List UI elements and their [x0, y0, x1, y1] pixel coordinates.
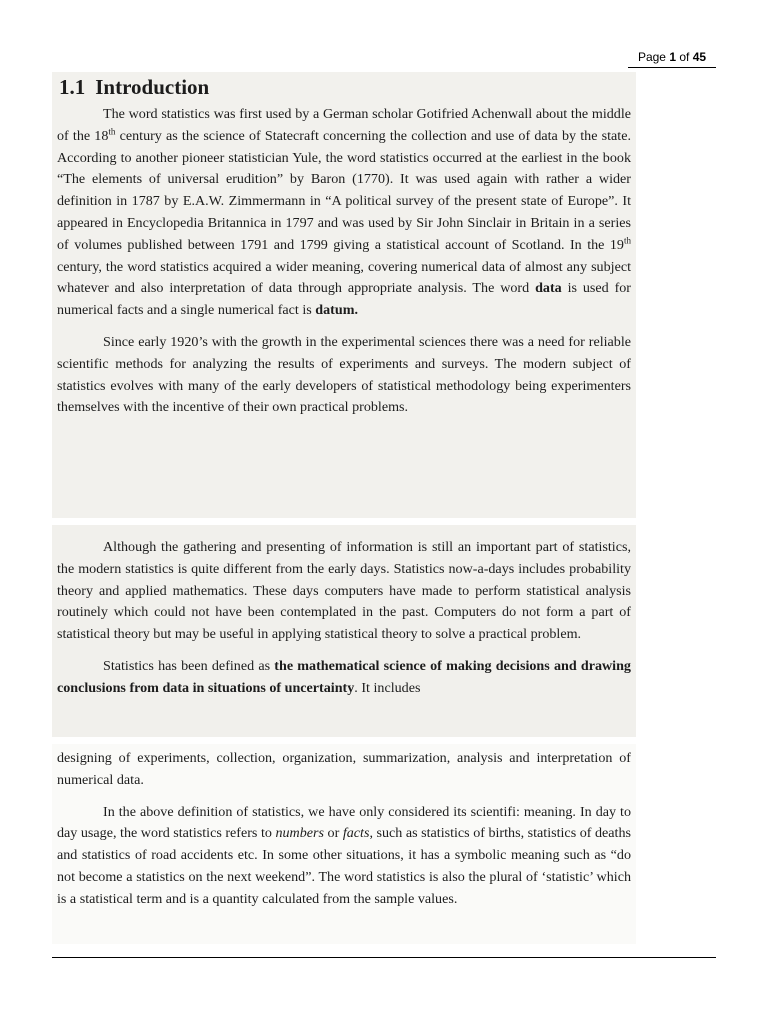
scanned-block-1 — [52, 72, 636, 518]
paragraph-definition — [57, 656, 631, 700]
bold-text: data — [535, 280, 562, 297]
page-current: 1 — [669, 50, 676, 64]
body-text: In the above definition of statistics, we have only considered its scientifi: meaning. In day to day usage, the word statistics refers to — [57, 803, 631, 842]
body-text: designing of experiments, collection, organization, summarization, analysis and interpretation of numerical data. — [57, 750, 631, 788]
page-total: 45 — [692, 50, 707, 64]
superscript-text: th — [623, 235, 631, 246]
paragraph-usage — [57, 802, 631, 911]
scanned-block-3 — [52, 744, 636, 944]
page-number-header — [628, 50, 716, 68]
bold-text: the mathematical science of making decisions and drawing conclusions from data in situations of uncertainty — [57, 657, 631, 696]
body-text: The word statistics was first used by a German scholar Gotifried Achenwall about the middle of the 18 — [57, 106, 631, 144]
paragraph-modern-statistics — [57, 537, 631, 646]
body-text: century as the science of Statecraft concerning the collection and use of data by the state. According to another pioneer statistician Yule, the word statistics occurred at the earliest in the book “The elements of universal erudition” by Baron (1770). It was used again with rather a wider definition in 1787 by E.A.W. Zimmermann in “A political survey of the present state of Europe”. It appeared in Encyclopedia Britannica in 1797 and was used by Sir John Sinclair in Britain in a series of volumes published between 1791 and 1799 giving a statistical account of Scotland. In the 19 — [57, 127, 631, 253]
body-text: or — [324, 825, 343, 842]
bold-text: datum. — [315, 302, 358, 319]
scanned-block-2 — [52, 525, 636, 737]
paragraph-definition-continued — [57, 748, 631, 792]
section-number: 1.1 — [59, 75, 86, 99]
body-text: century, the word statistics acquired a wider meaning, covering numerical data of almost any subject whatever and also interpretation of data through appropriate analysis. The word — [57, 258, 631, 297]
body-text: . It includes — [354, 679, 421, 696]
paragraph-history — [57, 104, 631, 322]
section-heading — [59, 72, 631, 102]
italic-text: facts — [342, 825, 370, 842]
page-of: of — [676, 50, 693, 64]
body-text: , such as statistics of births, statistics of deaths and statistics of road accidents etc. In some other situations, it has a symbolic meaning such as “do not become a statistics on the next weekend”. The word statistics is also the plural of ‘statistic’ which is a statistical term and is a quantity calculated from the sample values. — [57, 825, 631, 907]
body-text: Since early 1920’s with the growth in the experimental sciences there was a need for reliable scientific methods for analyzing the results of experiments and surveys. The modern subject of statistics evolves with many of the early developers of statistical methodology being experimenters themselves with the incentive of their own practical problems. — [57, 333, 631, 416]
page-prefix: Page — [637, 50, 670, 64]
superscript-text: th — [108, 126, 116, 137]
footer-rule — [52, 957, 716, 958]
body-text: Although the gathering and presenting of information is still an important part of statistics, the modern statistics is quite different from the early days. Statistics now-a-days includes probability theory and applied mathematics. These days computers have made to perform statistical analysis routinely which could not have been contemplated in the past. Computers do not form a part of statistical theory but may be useful in applying statistical theory to solve a practical problem. — [57, 539, 631, 643]
section-title: Introduction — [95, 75, 210, 99]
italic-text: numbers — [275, 825, 324, 842]
body-text: is used for numerical facts and a single numerical fact is — [57, 280, 632, 319]
paragraph-modern-origins — [57, 332, 631, 419]
body-text: Statistics has been defined as — [103, 657, 275, 674]
